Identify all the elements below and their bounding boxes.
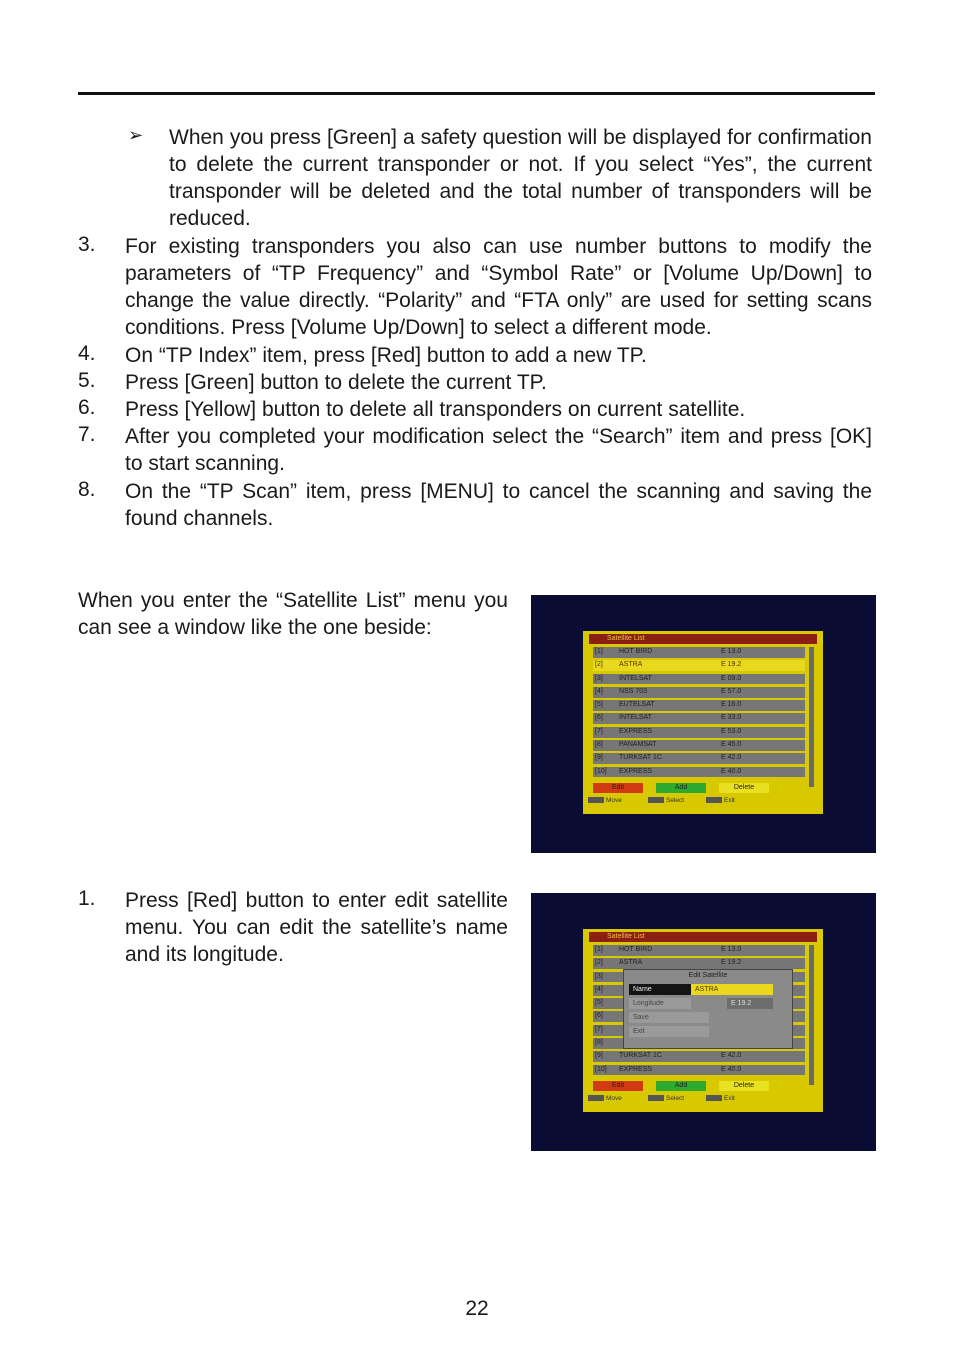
list-item: [7] [593,1025,805,1036]
green-key-add: Add [656,783,706,793]
edit-step-text: Press [Red] button to enter edit satellite menu. You can edit the satellite’s name and its longitude. [125,889,508,966]
list-item: [5] EUTELSAT E 16.0 [593,700,805,711]
list-item: [9] TURKSAT 1C E 42.0 [593,1051,805,1062]
list-item: [1] HOT BIRD E 13.0 [593,647,805,658]
page-number: 22 [465,1297,489,1320]
step-number: 8. [78,478,96,501]
step-text: After you completed your modification select the “Search” item and press [OK] to start scanning. [125,425,872,475]
longitude-field: E 19.2 [727,998,773,1009]
satellite-list-screenshot [531,595,876,853]
list-item: [8] [593,1038,805,1049]
list-item: [3] INTELSAT E 09.0 [593,674,805,685]
step-number: 6. [78,396,96,419]
osd-header-title: Satellite List [607,933,645,940]
edit-satellite-screenshot [531,893,876,1151]
list-item: [4] [593,985,805,996]
select-hint: Select [648,797,684,805]
bullet-arrow-icon: ➢ [128,125,144,145]
red-key-edit: Edit [593,1081,643,1091]
step-number: 7. [78,423,96,446]
dialog-title: Edit Satellite [688,972,728,979]
red-key-edit: Edit [593,783,643,793]
yellow-key-delete: Delete [719,1081,769,1091]
arrow-keys-icon [588,797,604,803]
osd-panel [583,929,823,1112]
ok-key-icon [648,1095,664,1101]
list-item-selected: [2] ASTRA E 19.2 [593,660,805,671]
list-item: [4] NSS 703 E 57.0 [593,687,805,698]
header-rule [78,92,875,95]
osd-header-title: Satellite List [607,635,645,642]
step-number: 4. [78,342,96,365]
list-item: [7] EXPRESS E 53.0 [593,727,805,738]
move-hint: Move [588,1095,622,1103]
ok-key-icon [648,797,664,803]
name-label: Name [629,984,691,995]
satellite-list-intro: When you enter the “Satellite List” menu you can see a window like the one beside: [78,589,508,639]
osd-panel [583,631,823,814]
color-key-bar [593,783,805,793]
exit-option: Exit [629,1026,709,1037]
step-text: On “TP Index” item, press [Red] button to add a new TP. [125,344,647,367]
step-number: 3. [78,233,96,256]
edit-satellite-dialog [623,969,793,1049]
step-text: Press [Green] button to delete the current TP. [125,371,547,394]
list-item: [10] EXPRESS E 40.0 [593,1065,805,1076]
arrow-keys-icon [588,1095,604,1101]
list-item: [10] EXPRESS E 40.0 [593,767,805,778]
color-key-bar [593,1081,805,1091]
satellite-list [593,647,805,780]
list-item: [1] HOT BIRD E 13.0 [593,945,805,956]
yellow-key-delete: Delete [719,783,769,793]
select-hint: Select [648,1095,684,1103]
hint-bar [588,797,818,805]
list-item: [8] PANAMSAT E 45.0 [593,740,805,751]
exit-hint: Exit [706,1095,735,1103]
osd-header [589,932,817,942]
move-hint: Move [588,797,622,805]
list-item: [6] [593,1011,805,1022]
longitude-label: Longitude [629,998,691,1009]
step-number: 5. [78,369,96,392]
hint-bar [588,1095,818,1103]
green-key-add: Add [656,1081,706,1091]
exit-key-icon [706,797,722,803]
list-item: [9] TURKSAT 1C E 42.0 [593,753,805,764]
list-item: [6] INTELSAT E 33.0 [593,713,805,724]
step-text: On the “TP Scan” item, press [MENU] to cancel the scanning and saving the found channels. [125,480,872,530]
step-number: 1. [78,887,96,910]
list-item: [2] ASTRA E 19.2 [593,958,805,969]
scrollbar [809,945,814,1085]
exit-key-icon [706,1095,722,1101]
osd-header [589,634,817,644]
exit-hint: Exit [706,797,735,805]
list-item: [3] [593,972,805,983]
name-field: ASTRA [691,984,773,995]
bullet-paragraph: When you press [Green] a safety question will be displayed for confirmation to delete the current transponder or not. If you select “Yes”, the current transponder will be deleted and the total number of transponders will be reduced. [169,126,872,230]
list-item: [5] [593,998,805,1009]
save-option: Save [629,1012,709,1023]
step-text: Press [Yellow] button to delete all transponders on current satellite. [125,398,746,421]
step-text: For existing transponders you also can use number buttons to modify the parameters of “TP Frequency” and “Symbol Rate” or [Volume Up/Down] to change the value directly. “Polarity” and “FTA only” are used for setting scans conditions. Press [Volume Up/Down] to select a different mode. [125,235,872,339]
scrollbar [809,647,814,787]
